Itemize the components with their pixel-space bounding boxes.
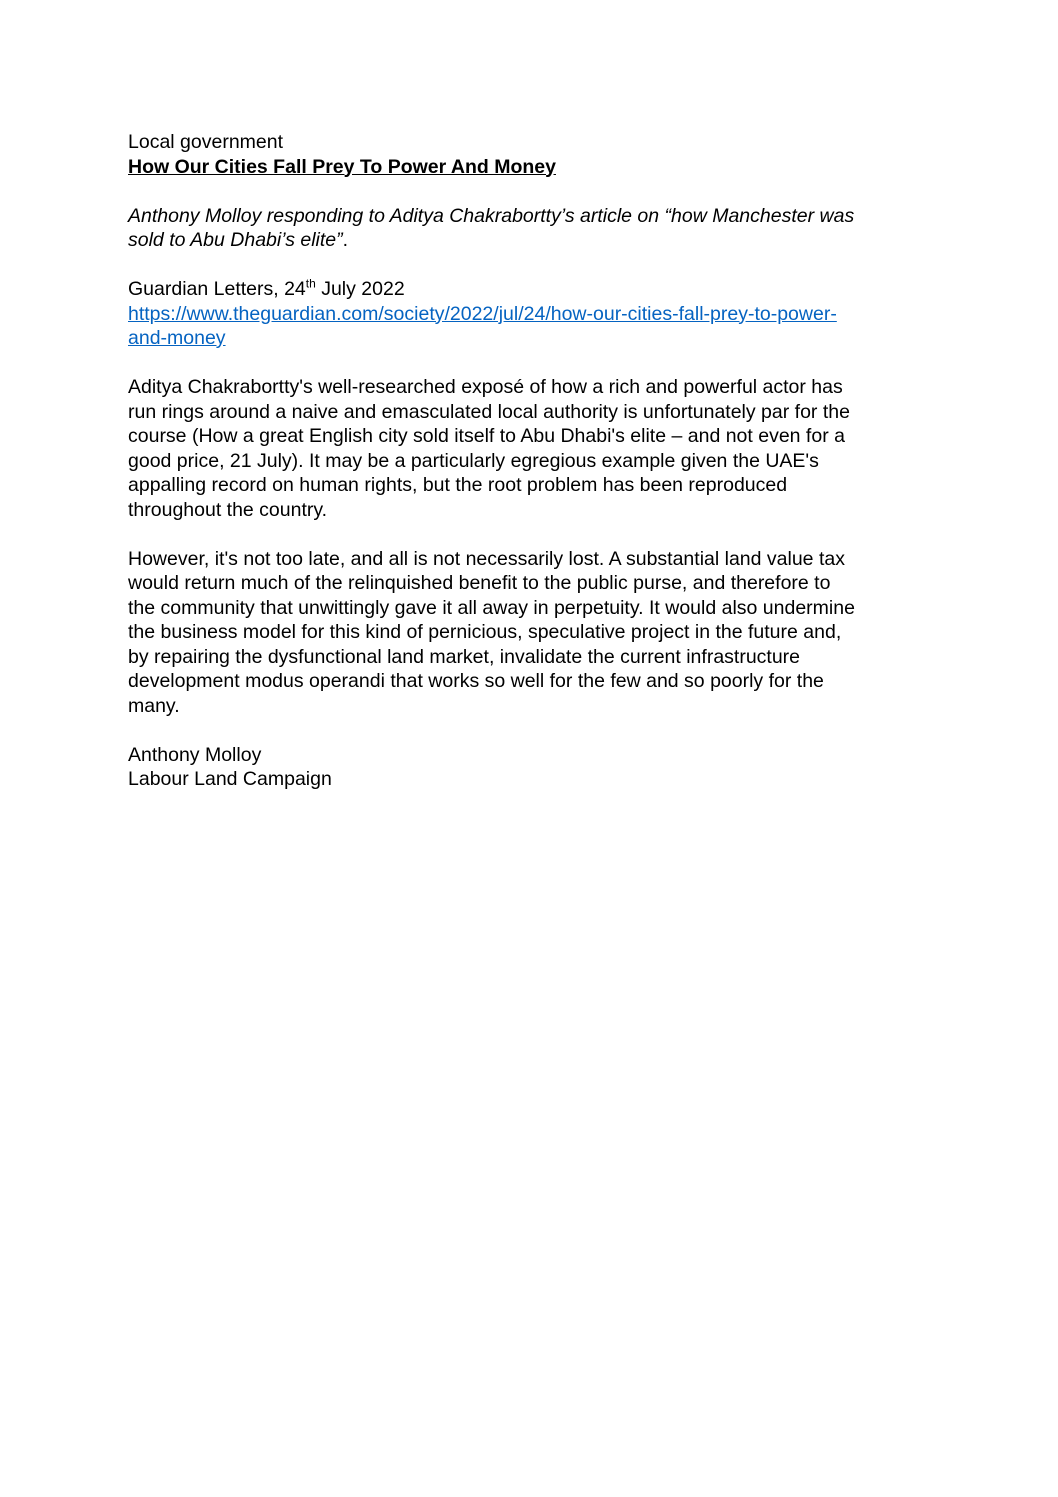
paragraph-line: good price, 21 July). It may be a particularly egregious example given the UAE's <box>128 449 819 472</box>
paragraph-line: appalling record on human rights, but the root problem has been reproduced <box>128 474 788 496</box>
paragraph-line: would return much of the relinquished benefit to the public purse, and therefore to <box>128 572 831 594</box>
section-label: Local government <box>128 131 284 153</box>
paragraph-line: many. <box>128 694 180 717</box>
paragraph-line: development modus operandi that works so well for the few and so poorly for the <box>128 670 824 692</box>
article-link[interactable]: https://www.theguardian.com/society/2022/jul/24/how-our-cities-fall-prey-to-power- <box>128 302 837 325</box>
paragraph-line: throughout the country. <box>128 498 328 521</box>
source-date <box>128 277 918 302</box>
paragraph-line: by repairing the dysfunctional land market, invalidate the current infrastructure <box>128 645 801 668</box>
paragraph-line: the community that unwittingly gave it all away in perpetuity. It would also undermine <box>128 596 855 619</box>
body-paragraph-2 <box>128 547 918 719</box>
paragraph-line: run rings around a naive and emasculated local authority is unfortunately par for the <box>128 400 850 423</box>
letter-content <box>128 130 918 792</box>
standfirst-line-1: Anthony Molloy responding to Aditya Chakrabortty’s article on “how Manchester was <box>128 204 855 227</box>
standfirst-line-2-italic: sold to Abu Dhabi’s elite” <box>128 229 343 251</box>
paragraph-line: the business model for this kind of pernicious, speculative project in the future and, <box>128 621 842 643</box>
standfirst-line-2-end: . <box>342 229 349 251</box>
page-title: How Our Cities Fall Prey To Power And Money <box>128 155 556 178</box>
paragraph-line: course (How a great English city sold itself to Abu Dhabi's elite – and not even for a <box>128 425 845 447</box>
signature-name: Anthony Molloy <box>128 743 262 766</box>
spacer <box>128 179 918 204</box>
paragraph-line: However, it's not too late, and all is not necessarily lost. A substantial land value tax <box>128 547 845 570</box>
spacer <box>128 351 918 376</box>
signature-organisation: Labour Land Campaign <box>128 768 332 790</box>
spacer <box>128 718 918 743</box>
spacer <box>128 253 918 278</box>
body-paragraph-1 <box>128 375 918 522</box>
standfirst-line-2 <box>128 228 918 253</box>
paragraph-line: Aditya Chakrabortty's well-researched exposé of how a rich and powerful actor has <box>128 376 843 398</box>
source-prefix: Guardian Letters, 24 <box>128 278 306 300</box>
source-ordinal: th <box>305 276 316 291</box>
spacer <box>128 522 918 547</box>
source-suffix: July 2022 <box>315 278 405 300</box>
article-link-continued[interactable]: and-money <box>128 327 226 349</box>
